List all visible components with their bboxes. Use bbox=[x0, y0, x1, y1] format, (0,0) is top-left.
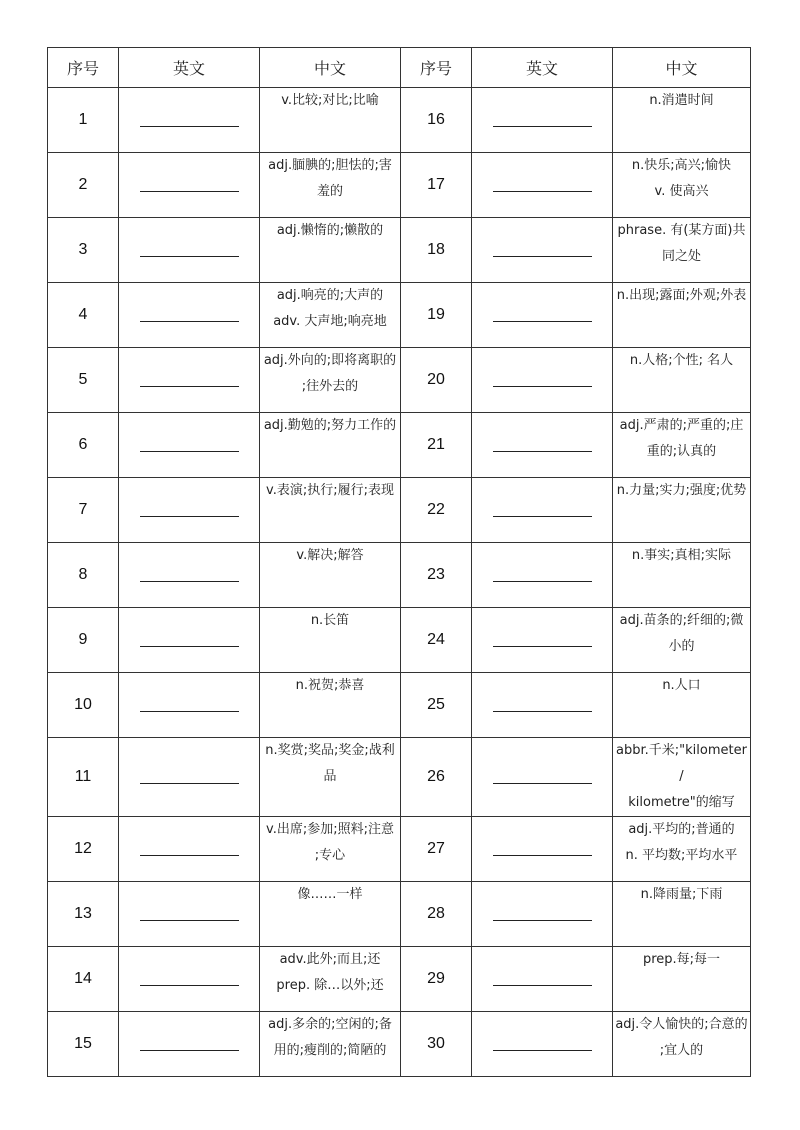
item-number-r: 17 bbox=[401, 153, 472, 218]
english-answer-cell-r[interactable] bbox=[472, 817, 613, 882]
meaning-line: abbr.千米;"kilometer / bbox=[616, 743, 747, 784]
english-answer-cell-l[interactable] bbox=[119, 88, 260, 153]
item-number-l: 15 bbox=[48, 1012, 119, 1077]
item-number-l: 3 bbox=[48, 218, 119, 283]
answer-blank-line[interactable] bbox=[140, 256, 239, 257]
answer-blank-line[interactable] bbox=[140, 386, 239, 387]
meaning-line: n.出现;露面;外观;外表 bbox=[616, 288, 747, 303]
english-answer-cell-l[interactable] bbox=[119, 478, 260, 543]
chinese-meaning-l bbox=[260, 673, 401, 738]
english-answer-cell-l[interactable] bbox=[119, 673, 260, 738]
answer-blank-line[interactable] bbox=[140, 126, 239, 127]
answer-blank-line[interactable] bbox=[493, 783, 592, 784]
meaning-line: n.事实;真相;实际 bbox=[631, 548, 732, 563]
chinese-meaning-l bbox=[260, 817, 401, 882]
meaning-line: prep. 除…以外;还 bbox=[276, 978, 384, 993]
table-row bbox=[48, 673, 751, 738]
english-answer-cell-l[interactable] bbox=[119, 1012, 260, 1077]
chinese-meaning-l bbox=[260, 413, 401, 478]
header-chinese-left: 中文 bbox=[260, 48, 401, 88]
answer-blank-line[interactable] bbox=[493, 1050, 592, 1051]
meaning-line: n.快乐;高兴;愉快 bbox=[631, 158, 732, 173]
meaning-line: ;专心 bbox=[314, 848, 346, 863]
english-answer-cell-r[interactable] bbox=[472, 478, 613, 543]
chinese-meaning-r bbox=[613, 348, 751, 413]
item-number-r: 22 bbox=[401, 478, 472, 543]
header-english-left: 英文 bbox=[119, 48, 260, 88]
item-number-r: 30 bbox=[401, 1012, 472, 1077]
header-number-left: 序号 bbox=[48, 48, 119, 88]
answer-blank-line[interactable] bbox=[140, 985, 239, 986]
english-answer-cell-l[interactable] bbox=[119, 413, 260, 478]
answer-blank-line[interactable] bbox=[140, 920, 239, 921]
table-row bbox=[48, 348, 751, 413]
english-answer-cell-l[interactable] bbox=[119, 153, 260, 218]
english-answer-cell-l[interactable] bbox=[119, 283, 260, 348]
answer-blank-line[interactable] bbox=[140, 783, 239, 784]
meaning-line: adj.外向的;即将离职的 bbox=[263, 353, 397, 368]
meaning-line: adj.平均的;普通的 bbox=[628, 822, 735, 837]
english-answer-cell-r[interactable] bbox=[472, 413, 613, 478]
table-row bbox=[48, 738, 751, 817]
chinese-meaning-l bbox=[260, 478, 401, 543]
meaning-line: v.出席;参加;照料;注意 bbox=[266, 822, 394, 837]
chinese-meaning-r bbox=[613, 88, 751, 153]
english-answer-cell-r[interactable] bbox=[472, 882, 613, 947]
english-answer-cell-l[interactable] bbox=[119, 947, 260, 1012]
meaning-line: prep.每;每一 bbox=[642, 952, 721, 967]
english-answer-cell-r[interactable] bbox=[472, 608, 613, 673]
answer-blank-line[interactable] bbox=[493, 711, 592, 712]
meaning-line: v. 使高兴 bbox=[654, 184, 709, 199]
item-number-r: 27 bbox=[401, 817, 472, 882]
item-number-l: 9 bbox=[48, 608, 119, 673]
english-answer-cell-r[interactable] bbox=[472, 738, 613, 817]
english-answer-cell-r[interactable] bbox=[472, 153, 613, 218]
meaning-line: n.奖赏;奖品;奖金;战利 bbox=[265, 743, 395, 758]
english-answer-cell-r[interactable] bbox=[472, 947, 613, 1012]
answer-blank-line[interactable] bbox=[493, 646, 592, 647]
meaning-line: kilometre"的缩写 bbox=[628, 795, 735, 810]
meaning-line: adj.腼腆的;胆怯的;害 bbox=[268, 158, 392, 173]
meaning-line: 重的;认真的 bbox=[646, 444, 717, 459]
english-answer-cell-l[interactable] bbox=[119, 543, 260, 608]
answer-blank-line[interactable] bbox=[140, 1050, 239, 1051]
english-answer-cell-r[interactable] bbox=[472, 543, 613, 608]
meaning-line: 用的;瘦削的;简陋的 bbox=[273, 1043, 387, 1058]
answer-blank-line[interactable] bbox=[493, 386, 592, 387]
meaning-line: adj.响亮的;大声的 bbox=[276, 288, 384, 303]
english-answer-cell-l[interactable] bbox=[119, 608, 260, 673]
meaning-line: n.力量;实力;强度;优势 bbox=[616, 483, 747, 498]
answer-blank-line[interactable] bbox=[140, 646, 239, 647]
chinese-meaning-l bbox=[260, 608, 401, 673]
answer-blank-line[interactable] bbox=[493, 985, 592, 986]
table-row bbox=[48, 817, 751, 882]
item-number-r: 26 bbox=[401, 738, 472, 817]
chinese-meaning-r bbox=[613, 218, 751, 283]
chinese-meaning-l bbox=[260, 348, 401, 413]
item-number-l: 4 bbox=[48, 283, 119, 348]
answer-blank-line[interactable] bbox=[493, 256, 592, 257]
chinese-meaning-r bbox=[613, 1012, 751, 1077]
meaning-line: n.降雨量;下雨 bbox=[640, 887, 723, 902]
answer-blank-line[interactable] bbox=[493, 855, 592, 856]
english-answer-cell-r[interactable] bbox=[472, 348, 613, 413]
chinese-meaning-l bbox=[260, 153, 401, 218]
chinese-meaning-l bbox=[260, 88, 401, 153]
answer-blank-line[interactable] bbox=[493, 321, 592, 322]
chinese-meaning-r bbox=[613, 738, 751, 817]
answer-blank-line[interactable] bbox=[493, 920, 592, 921]
answer-blank-line[interactable] bbox=[140, 321, 239, 322]
answer-blank-line[interactable] bbox=[140, 451, 239, 452]
vocabulary-worksheet bbox=[47, 47, 751, 1077]
table-row bbox=[48, 608, 751, 673]
chinese-meaning-r bbox=[613, 608, 751, 673]
chinese-meaning-l bbox=[260, 882, 401, 947]
chinese-meaning-r bbox=[613, 283, 751, 348]
meaning-line: adj.勤勉的;努力工作的 bbox=[263, 418, 397, 433]
table-row bbox=[48, 413, 751, 478]
english-answer-cell-r[interactable] bbox=[472, 1012, 613, 1077]
meaning-line: n. 平均数;平均水平 bbox=[625, 848, 738, 863]
table-row bbox=[48, 947, 751, 1012]
chinese-meaning-l bbox=[260, 218, 401, 283]
meaning-line: phrase. 有(某方面)共 bbox=[617, 223, 746, 238]
meaning-line: ;往外去的 bbox=[301, 379, 359, 394]
meaning-line: adj.懒惰的;懒散的 bbox=[276, 223, 384, 238]
item-number-l: 13 bbox=[48, 882, 119, 947]
item-number-r: 19 bbox=[401, 283, 472, 348]
answer-blank-line[interactable] bbox=[140, 711, 239, 712]
english-answer-cell-r[interactable] bbox=[472, 673, 613, 738]
meaning-line: adj.严肃的;严重的;庄 bbox=[619, 418, 744, 433]
chinese-meaning-r bbox=[613, 817, 751, 882]
meaning-line: n.祝贺;恭喜 bbox=[295, 678, 365, 693]
answer-blank-line[interactable] bbox=[140, 581, 239, 582]
item-number-l: 8 bbox=[48, 543, 119, 608]
answer-blank-line[interactable] bbox=[493, 516, 592, 517]
meaning-line: adv. 大声地;响亮地 bbox=[273, 314, 387, 329]
answer-blank-line[interactable] bbox=[140, 191, 239, 192]
meaning-line: 同之处 bbox=[661, 249, 701, 264]
item-number-r: 20 bbox=[401, 348, 472, 413]
chinese-meaning-r bbox=[613, 673, 751, 738]
meaning-line: v.表演;执行;履行;表现 bbox=[266, 483, 394, 498]
chinese-meaning-r bbox=[613, 413, 751, 478]
item-number-r: 23 bbox=[401, 543, 472, 608]
vocabulary-table bbox=[47, 47, 751, 1077]
table-row bbox=[48, 1012, 751, 1077]
item-number-r: 16 bbox=[401, 88, 472, 153]
english-answer-cell-l[interactable] bbox=[119, 348, 260, 413]
english-answer-cell-r[interactable] bbox=[472, 283, 613, 348]
item-number-r: 18 bbox=[401, 218, 472, 283]
item-number-r: 24 bbox=[401, 608, 472, 673]
meaning-line: n.长笛 bbox=[310, 613, 350, 628]
chinese-meaning-r bbox=[613, 153, 751, 218]
chinese-meaning-r bbox=[613, 543, 751, 608]
table-row bbox=[48, 218, 751, 283]
item-number-l: 12 bbox=[48, 817, 119, 882]
chinese-meaning-r bbox=[613, 882, 751, 947]
answer-blank-line[interactable] bbox=[493, 191, 592, 192]
chinese-meaning-l bbox=[260, 283, 401, 348]
english-answer-cell-l[interactable] bbox=[119, 817, 260, 882]
item-number-l: 5 bbox=[48, 348, 119, 413]
answer-blank-line[interactable] bbox=[493, 451, 592, 452]
item-number-l: 11 bbox=[48, 738, 119, 817]
chinese-meaning-l bbox=[260, 1012, 401, 1077]
meaning-line: adj.令人愉快的;合意的 bbox=[615, 1017, 748, 1032]
meaning-line: 品 bbox=[323, 769, 337, 784]
meaning-line: adj.苗条的;纤细的;微 bbox=[619, 613, 744, 628]
answer-blank-line[interactable] bbox=[493, 126, 592, 127]
header-english-right: 英文 bbox=[472, 48, 613, 88]
item-number-l: 14 bbox=[48, 947, 119, 1012]
chinese-meaning-l bbox=[260, 543, 401, 608]
english-answer-cell-r[interactable] bbox=[472, 88, 613, 153]
item-number-r: 28 bbox=[401, 882, 472, 947]
item-number-r: 21 bbox=[401, 413, 472, 478]
table-row bbox=[48, 882, 751, 947]
chinese-meaning-r bbox=[613, 947, 751, 1012]
english-answer-cell-l[interactable] bbox=[119, 738, 260, 817]
english-answer-cell-r[interactable] bbox=[472, 218, 613, 283]
header-number-right: 序号 bbox=[401, 48, 472, 88]
meaning-line: adj.多余的;空闲的;备 bbox=[268, 1017, 392, 1032]
answer-blank-line[interactable] bbox=[140, 855, 239, 856]
meaning-line: 小的 bbox=[668, 639, 695, 654]
answer-blank-line[interactable] bbox=[493, 581, 592, 582]
item-number-l: 6 bbox=[48, 413, 119, 478]
meaning-line: adv.此外;而且;还 bbox=[279, 952, 381, 967]
english-answer-cell-l[interactable] bbox=[119, 882, 260, 947]
item-number-l: 2 bbox=[48, 153, 119, 218]
english-answer-cell-l[interactable] bbox=[119, 218, 260, 283]
table-row bbox=[48, 88, 751, 153]
table-row bbox=[48, 283, 751, 348]
item-number-l: 1 bbox=[48, 88, 119, 153]
chinese-meaning-l bbox=[260, 738, 401, 817]
meaning-line: 像……一样 bbox=[297, 887, 363, 902]
table-row bbox=[48, 543, 751, 608]
meaning-line: n.人口 bbox=[662, 678, 701, 693]
item-number-r: 25 bbox=[401, 673, 472, 738]
chinese-meaning-l bbox=[260, 947, 401, 1012]
item-number-r: 29 bbox=[401, 947, 472, 1012]
meaning-line: ;宜人的 bbox=[659, 1043, 704, 1058]
table-row bbox=[48, 478, 751, 543]
meaning-line: 羞的 bbox=[316, 184, 343, 199]
meaning-line: v.解决;解答 bbox=[296, 548, 364, 563]
meaning-line: n.消遣时间 bbox=[649, 93, 714, 108]
header-chinese-right: 中文 bbox=[613, 48, 751, 88]
table-row bbox=[48, 153, 751, 218]
item-number-l: 7 bbox=[48, 478, 119, 543]
meaning-line: n.人格;个性; 名人 bbox=[629, 353, 734, 368]
answer-blank-line[interactable] bbox=[140, 516, 239, 517]
item-number-l: 10 bbox=[48, 673, 119, 738]
chinese-meaning-r bbox=[613, 478, 751, 543]
header-row bbox=[48, 48, 751, 88]
meaning-line: v.比较;对比;比喻 bbox=[281, 93, 379, 108]
